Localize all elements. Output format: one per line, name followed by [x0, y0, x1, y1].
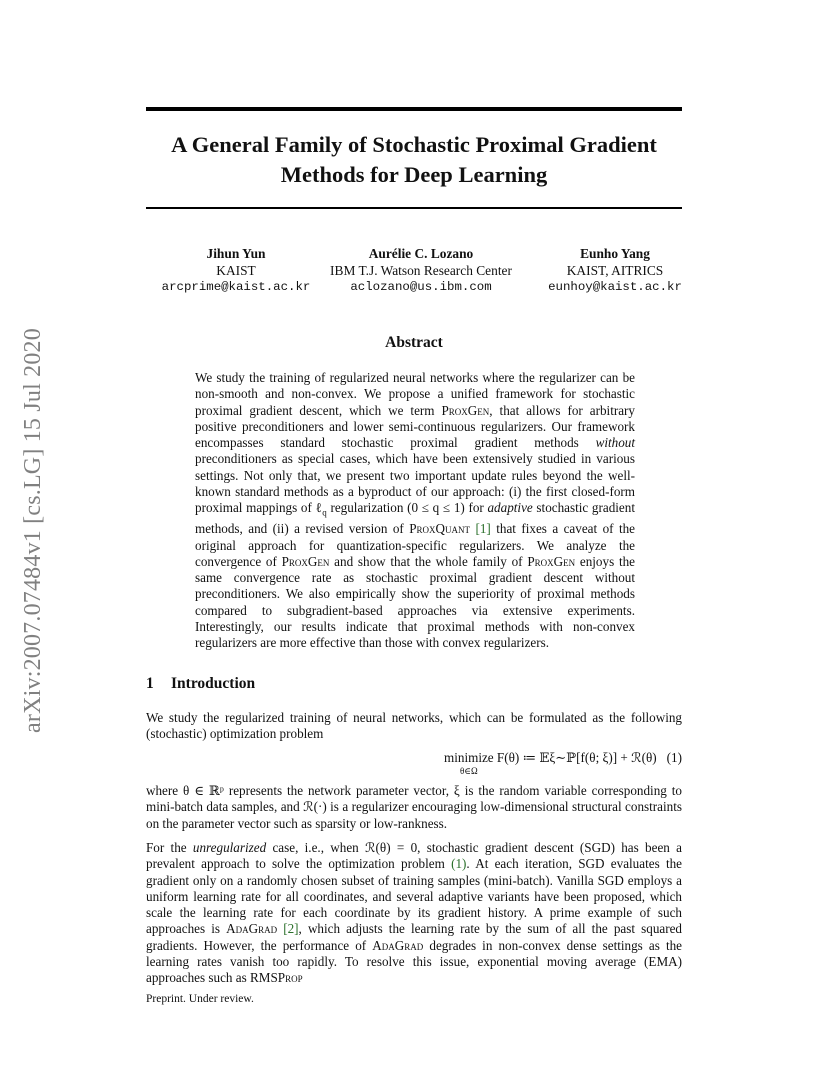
- equation-subscript: θ∈Ω: [460, 766, 478, 776]
- author-1: [146, 246, 326, 296]
- intro-paragraph-1: We study the regularized training of neural networks, which can be formulated as the following (stochastic) optimization problem: [146, 710, 682, 742]
- author-affiliation: KAIST, AITRICS: [566, 262, 664, 278]
- citation-link[interactable]: [1]: [475, 521, 491, 537]
- author-2: [324, 246, 518, 296]
- section-number: 1: [146, 675, 154, 692]
- author-name: Eunho Yang: [580, 246, 650, 261]
- arxiv-identifier-text: arXiv:2007.07484v1 [cs.LG] 15 Jul 2020: [19, 327, 46, 733]
- author-email[interactable]: aclozano@us.ibm.com: [350, 280, 492, 294]
- author-block: [146, 246, 682, 296]
- title-top-rule: [146, 107, 682, 111]
- author-email[interactable]: eunhoy@kaist.ac.kr: [548, 280, 682, 294]
- paper-title: A General Family of Stochastic Proximal Gradient Methods for Deep Learning: [171, 132, 657, 187]
- arxiv-identifier-stamp: [8, 300, 58, 760]
- author-3: [530, 246, 700, 296]
- section-title: Introduction: [171, 675, 256, 692]
- equation-1: [146, 750, 682, 780]
- citation-link[interactable]: [2]: [283, 921, 299, 937]
- title-bottom-rule: [146, 207, 682, 209]
- author-name: Jihun Yun: [206, 246, 266, 261]
- equation-number: (1): [666, 750, 682, 765]
- author-email[interactable]: arcprime@kaist.ac.kr: [161, 280, 311, 294]
- equation-ref-link[interactable]: (1): [451, 856, 467, 872]
- intro-paragraph-3: For the unregularized case, i.e., when ℛ(θ) = 0, stochastic gradient descent (SGD) has been a prevalent approach to solve the optimization problem (1). At each iteration, SGD evaluates the gradient only on a randomly chosen subset of training samples (mini-batch). Vanilla SGD employs a uniform learning rate for all coordinates, and several adaptive variants have been proposed, which scale the learning rate for each coordinate by its gradient history. A prime example of such approaches is AdaGrad [2], which adjusts the learning rate by the sum of all the past squared gradients. However, the performance of AdaGrad degrades in non-convex dense settings as the learning rates vanish too rapidly. To resolve this issue, exponential moving average (EMA) approaches such as RMSProp: [146, 840, 683, 986]
- equation-body: minimize F(θ) ≔ 𝔼ξ∼ℙ[f(θ; ξ)] + ℛ(θ): [444, 750, 657, 765]
- intro-paragraph-2: where θ ∈ ℝᵖ represents the network parameter vector, ξ is the random variable corresponding to mini-batch data samples, and ℛ(·) is a regularizer encouraging low-dimensional structural constraints on the parameter vector such as sparsity or low-rankness.: [146, 783, 682, 831]
- author-affiliation: IBM T.J. Watson Research Center: [330, 262, 512, 278]
- footer-note: Preprint. Under review.: [146, 993, 254, 1005]
- author-name: Aurélie C. Lozano: [368, 246, 474, 261]
- section-heading: [146, 675, 255, 693]
- abstract-text: We study the training of regularized neural networks where the regularizer can be non-smooth and non-convex. We propose a unified framework for stochastic proximal gradient descent, which we term ProxGen, that allows for arbitrary positive preconditioners and lower semi-continuous regularizers. Our framework encompasses standard stochastic proximal gradient methods without preconditioners as special cases, which have been extensively studied in various settings. Not only that, we present two important update rules beyond the well-known standard methods as a byproduct of our approach: (i) the first closed-form proximal mappings of ℓ$_q$ regularization (0 ≤ q ≤ 1) for adaptive stochastic gradient methods, and (ii) a revised version of ProxQuant [1] that fixes a caveat of the original approach for quantization-specific regularizers. We analyze the convergence of ProxGen and show that the whole family of ProxGen enjoys the same convergence rate as stochastic proximal gradient descent without preconditioners. We also empirically show the superiority of proximal methods compared to subgradient-based approaches via extensive experiments. Interestingly, our results indicate that proximal methods with non-convex regularizers are more effective than those with convex regularizers.: [195, 370, 636, 651]
- abstract-heading: Abstract: [385, 334, 443, 351]
- author-affiliation: KAIST: [216, 262, 256, 278]
